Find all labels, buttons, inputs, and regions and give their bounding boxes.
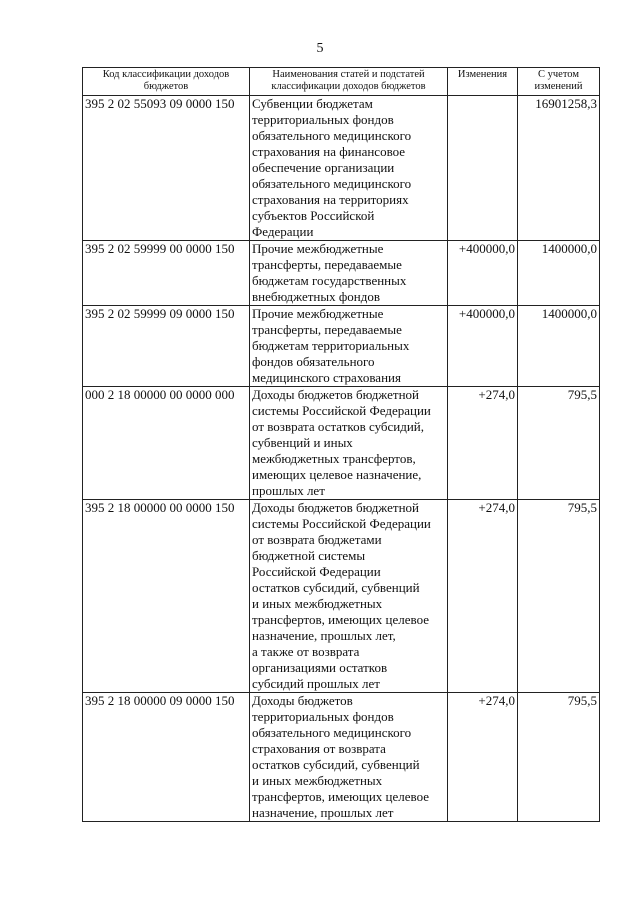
name-line: трансфертов, имеющих целевое — [252, 612, 430, 627]
cell-total: 1400000,0 — [518, 241, 600, 306]
name-line: назначение, прошлых лет, — [252, 628, 396, 643]
name-line: трансферты, передаваемые — [252, 322, 402, 337]
name-line: и иных межбюджетных — [252, 596, 383, 611]
cell-change: +274,0 — [448, 693, 518, 822]
name-line: субсидий прошлых лет — [252, 676, 380, 691]
name-line: остатков субсидий, субвенций — [252, 580, 420, 595]
cell-code: 395 2 18 00000 09 0000 150 — [83, 693, 250, 822]
name-line: прошлых лет — [252, 483, 325, 498]
name-line: субъектов Российской — [252, 208, 375, 223]
name-line: страхования на территориях — [252, 192, 409, 207]
name-line: Доходы бюджетов бюджетной — [252, 387, 419, 402]
cell-name — [250, 387, 448, 500]
name-line: Доходы бюджетов бюджетной — [252, 500, 419, 515]
cell-change: +400000,0 — [448, 241, 518, 306]
cell-change: +274,0 — [448, 387, 518, 500]
cell-code: 000 2 18 00000 00 0000 000 — [83, 387, 250, 500]
name-line: организациями остатков — [252, 660, 388, 675]
header-total: С учетом изменений — [518, 68, 600, 96]
table-row — [83, 693, 600, 822]
name-line: от возврата бюджетами — [252, 532, 382, 547]
name-line: территориальных фондов — [252, 112, 394, 127]
name-line: бюджетам государственных — [252, 273, 407, 288]
cell-total: 16901258,3 — [518, 96, 600, 241]
cell-name — [250, 693, 448, 822]
header-code: Код классификации доходов бюджетов — [83, 68, 250, 96]
name-line: обеспечение организации — [252, 160, 395, 175]
name-line: внебюджетных фондов — [252, 289, 380, 304]
name-line: обязательного медицинского — [252, 128, 412, 143]
name-line: субвенций и иных — [252, 435, 353, 450]
cell-name — [250, 306, 448, 387]
name-line: системы Российской Федерации — [252, 516, 431, 531]
cell-code: 395 2 02 55093 09 0000 150 — [83, 96, 250, 241]
name-line: и иных межбюджетных — [252, 773, 383, 788]
cell-name — [250, 500, 448, 693]
name-line: системы Российской Федерации — [252, 403, 431, 418]
cell-change: +400000,0 — [448, 306, 518, 387]
cell-total: 1400000,0 — [518, 306, 600, 387]
name-line: медицинского страхования — [252, 370, 401, 385]
cell-code: 395 2 18 00000 00 0000 150 — [83, 500, 250, 693]
table-row — [83, 306, 600, 387]
cell-total: 795,5 — [518, 693, 600, 822]
page-number: 5 — [316, 41, 324, 56]
cell-change: +274,0 — [448, 500, 518, 693]
cell-code: 395 2 02 59999 09 0000 150 — [83, 306, 250, 387]
name-line: Доходы бюджетов — [252, 693, 353, 708]
cell-total: 795,5 — [518, 500, 600, 693]
table-row — [83, 387, 600, 500]
table-body — [83, 96, 600, 822]
cell-name — [250, 241, 448, 306]
name-line: бюджетной системы — [252, 548, 366, 563]
name-line: трансферты, передаваемые — [252, 257, 402, 272]
name-line: обязательного медицинского — [252, 176, 412, 191]
name-line: обязательного медицинского — [252, 725, 412, 740]
name-line: Российской Федерации — [252, 564, 381, 579]
budget-revenue-table — [82, 67, 600, 822]
header-name: Наименования статей и подстатей классификации доходов бюджетов — [250, 68, 448, 96]
name-line: Прочие межбюджетные — [252, 241, 384, 256]
table-row — [83, 241, 600, 306]
name-line: остатков субсидий, субвенций — [252, 757, 420, 772]
name-line: трансфертов, имеющих целевое — [252, 789, 430, 804]
table-row — [83, 96, 600, 241]
name-line: территориальных фондов — [252, 709, 394, 724]
table-row — [83, 500, 600, 693]
name-line: имеющих целевое назначение, — [252, 467, 422, 482]
cell-change — [448, 96, 518, 241]
name-line: Федерации — [252, 224, 314, 239]
header-change: Изменения — [448, 68, 518, 96]
name-line: страхования от возврата — [252, 741, 386, 756]
cell-total: 795,5 — [518, 387, 600, 500]
name-line: назначение, прошлых лет — [252, 805, 394, 820]
name-line: фондов обязательного — [252, 354, 375, 369]
name-line: от возврата остатков субсидий, — [252, 419, 425, 434]
name-line: а также от возврата — [252, 644, 360, 659]
table-header-row — [83, 68, 600, 96]
cell-code: 395 2 02 59999 00 0000 150 — [83, 241, 250, 306]
name-line: Субвенции бюджетам — [252, 96, 373, 111]
name-line: Прочие межбюджетные — [252, 306, 384, 321]
cell-name — [250, 96, 448, 241]
name-line: страхования на финансовое — [252, 144, 406, 159]
name-line: межбюджетных трансфертов, — [252, 451, 416, 466]
name-line: бюджетам территориальных — [252, 338, 410, 353]
